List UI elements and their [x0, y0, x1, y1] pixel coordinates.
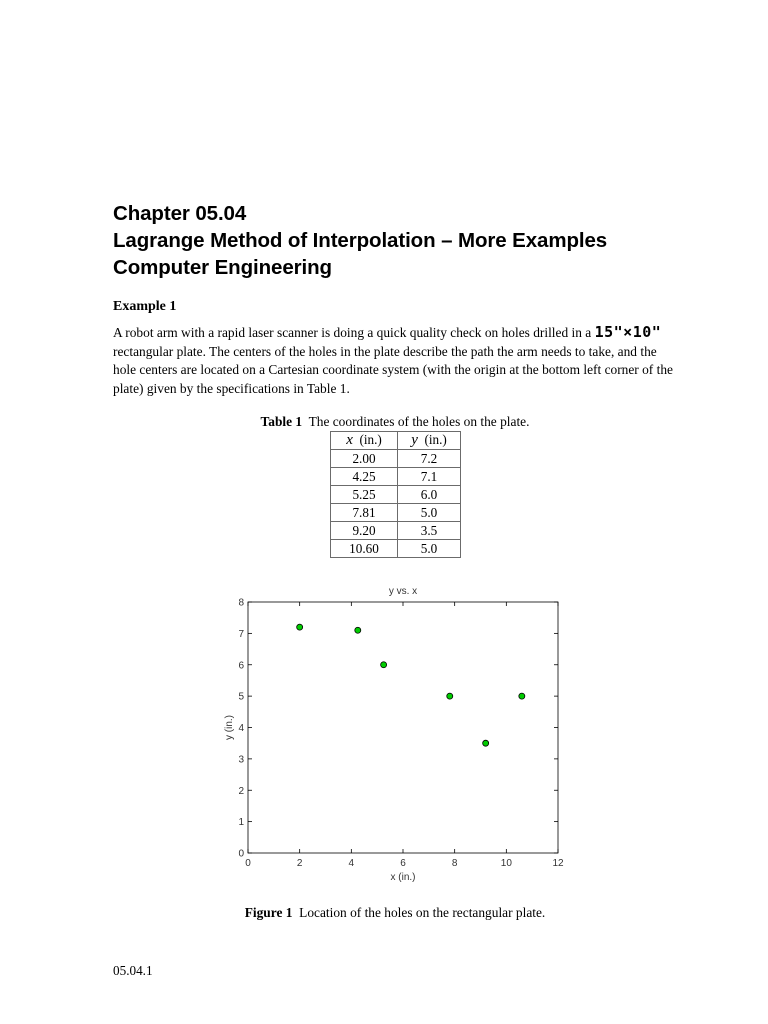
plate-dimensions: 15"×10": [594, 323, 662, 341]
table-caption: [0, 414, 768, 430]
table-cell-x: 4.25: [331, 468, 398, 486]
table-caption-label: Table 1: [260, 414, 303, 429]
x-tick-label: 12: [552, 858, 564, 869]
table-cell-y: 6.0: [398, 486, 461, 504]
x-tick-label: 6: [400, 858, 406, 869]
y-tick-label: 0: [238, 848, 244, 860]
y-tick-label: 5: [238, 691, 244, 703]
table-row: [331, 450, 461, 468]
y-tick-label: 3: [238, 754, 244, 766]
coordinates-table: [330, 431, 461, 558]
y-tick-label: 7: [238, 628, 244, 640]
data-point: [381, 662, 387, 668]
chapter-topic: Lagrange Method of Interpolation – More Examples: [113, 229, 608, 252]
table-header-row: [331, 432, 461, 450]
data-point: [483, 740, 489, 746]
x-tick-label: 10: [500, 858, 512, 869]
y-tick-label: 6: [238, 660, 244, 672]
table-cell-y: 7.1: [398, 468, 461, 486]
x-tick-label: 2: [296, 858, 303, 869]
x-tick-label: 0: [245, 858, 251, 869]
plot-axes: [238, 598, 564, 870]
table-row: [331, 504, 461, 522]
page-number: 05.04.1: [113, 963, 153, 978]
chart-title: y vs. x: [388, 586, 418, 597]
table-cell-y: 3.5: [398, 522, 461, 540]
data-point: [355, 627, 361, 633]
header-x: x (in.): [331, 432, 398, 450]
data-point: [297, 624, 303, 630]
table-cell-x: 10.60: [331, 540, 398, 558]
table-row: [331, 468, 461, 486]
header-y: y (in.): [398, 432, 461, 450]
x-axis-label: x (in.): [390, 872, 416, 883]
chapter-number: Chapter 05.04: [113, 202, 247, 225]
figure-caption-text: Location of the holes on the rectangular plate.: [299, 905, 546, 920]
y-axis-label: y (in.): [224, 715, 235, 740]
table-row: [331, 540, 461, 558]
table-cell-x: 2.00: [331, 450, 398, 468]
y-tick-label: 2: [238, 785, 244, 797]
table-caption-text: The coordinates of the holes on the plate.: [308, 414, 530, 429]
x-tick-label: 4: [348, 858, 355, 869]
paragraph-text-start: A robot arm with a rapid laser scanner is doing a quick quality check on holes drilled in a: [113, 325, 592, 340]
y-tick-label: 1: [238, 817, 244, 829]
y-tick-label: 8: [238, 597, 244, 609]
table-cell-x: 9.20: [331, 522, 398, 540]
figure-1: [220, 580, 570, 895]
y-tick-label: 4: [238, 723, 244, 734]
table-row: [331, 522, 461, 540]
table-cell-x: 7.81: [331, 504, 398, 522]
example-paragraph: [113, 323, 683, 398]
table-cell-y: 5.0: [398, 540, 461, 558]
table-cell-y: 7.2: [398, 450, 461, 468]
paragraph-text-end: rectangular plate. The centers of the holes in the plate describe the path the arm needs to take, and the hole centers are located on a Cartesian coordinate system (with the origin at the bottom left corner of the plate) given by the specifications in Table 1.: [113, 343, 673, 396]
data-point: [447, 693, 453, 699]
plot-frame: [248, 602, 558, 853]
figure-caption-label: Figure 1: [244, 905, 293, 920]
x-tick-label: 8: [451, 858, 458, 869]
example-heading: Example 1: [113, 299, 177, 314]
table-cell-y: 5.0: [398, 504, 461, 522]
figure-caption: [0, 905, 768, 921]
scatter-plot: [220, 580, 570, 890]
data-points: [297, 624, 525, 746]
chapter-heading: [113, 200, 607, 281]
chapter-subject: Computer Engineering: [113, 256, 332, 279]
table-row: [331, 486, 461, 504]
data-point: [519, 693, 525, 699]
table-cell-x: 5.25: [331, 486, 398, 504]
